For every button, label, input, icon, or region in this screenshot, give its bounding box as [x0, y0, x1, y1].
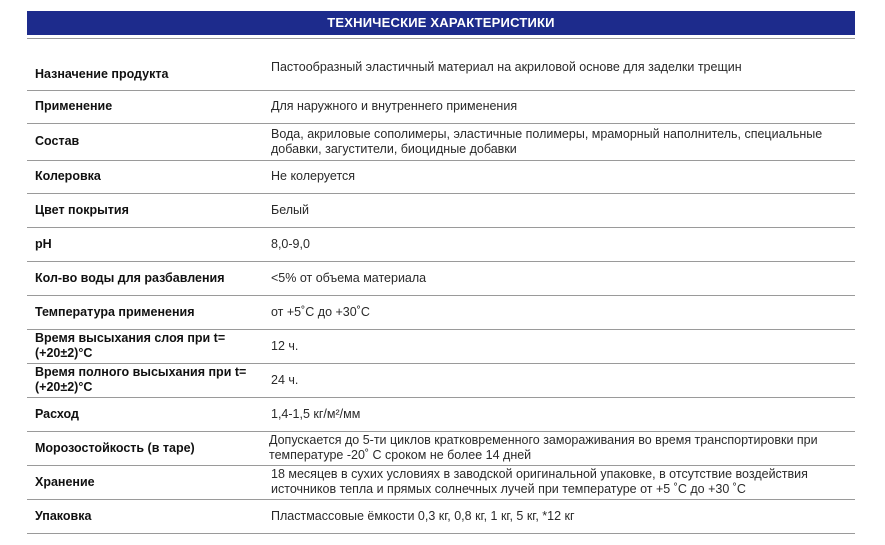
row-label: Время высыхания слоя при t=(+20±2)°C	[27, 329, 267, 363]
row-value	[267, 329, 855, 363]
table-row	[27, 123, 855, 160]
table-row	[27, 90, 855, 123]
row-value-text: 1,4-1,5 кг/м²/мм	[271, 406, 361, 421]
table-row	[27, 431, 855, 465]
specifications-table	[27, 56, 855, 534]
table-row	[27, 329, 855, 363]
row-value-text: Допускается до 5-ти циклов кратковременного замораживания во время транспортировки при температуре -20˚ С сроком не более 14 дней	[269, 433, 818, 462]
table-row	[27, 56, 855, 90]
row-value	[267, 295, 855, 329]
row-label: Цвет покрытия	[27, 193, 267, 227]
row-label: Хранение	[27, 465, 267, 499]
row-value-text: 8,0-9,0	[271, 236, 310, 251]
row-value-text: от +5˚С до +30˚С	[271, 304, 370, 319]
table-row	[27, 193, 855, 227]
row-label: Кол-во воды для разбавления	[27, 261, 267, 295]
row-label: pH	[27, 227, 267, 261]
row-value-text: Не колеруется	[271, 169, 356, 183]
row-value-text: 18 месяцев в сухих условиях в заводской оригинальной упаковке, в отсутствие воздействия источников тепла и прямых солнечных лучей при температуре от +5 ˚С до +30 ˚С	[271, 467, 808, 496]
row-value	[267, 431, 855, 465]
table-row	[27, 227, 855, 261]
row-label: Расход	[27, 397, 267, 431]
row-value	[267, 261, 855, 295]
row-value	[267, 193, 855, 227]
row-value-text: <5% от объема материала	[271, 270, 427, 285]
table-row	[27, 295, 855, 329]
row-value	[267, 397, 855, 431]
row-value	[267, 90, 855, 123]
table-row	[27, 465, 855, 499]
divider	[27, 38, 855, 39]
row-value-text: Для наружного и внутреннего применения	[271, 99, 518, 113]
section-title: ТЕХНИЧЕСКИЕ ХАРАКТЕРИСТИКИ	[27, 11, 855, 35]
row-value	[267, 56, 855, 90]
row-label: Состав	[27, 123, 267, 160]
row-label: Применение	[27, 90, 267, 123]
row-value	[267, 160, 855, 193]
row-value-text: 24 ч.	[271, 372, 299, 387]
row-value-text: 12 ч.	[271, 338, 299, 353]
row-value-text: Вода, акриловые сополимеры, эластичные полимеры, мраморный наполнитель, специальные добавки, загустители, биоцидные добавки	[271, 126, 823, 156]
row-value-text: Пластмассовые ёмкости 0,3 кг, 0,8 кг, 1 кг, 5 кг, *12 кг	[271, 508, 575, 523]
row-label: Назначение продукта	[27, 56, 267, 90]
row-label: Упаковка	[27, 499, 267, 533]
row-label: Морозостойкость (в таре)	[27, 431, 267, 465]
table-row	[27, 160, 855, 193]
row-value	[267, 227, 855, 261]
row-value	[267, 123, 855, 160]
row-label: Температура применения	[27, 295, 267, 329]
row-value	[267, 363, 855, 397]
table-row	[27, 397, 855, 431]
row-value-text: Белый	[271, 202, 310, 217]
row-value	[267, 499, 855, 533]
table-row	[27, 261, 855, 295]
table-row	[27, 363, 855, 397]
row-value	[267, 465, 855, 499]
row-label: Колеровка	[27, 160, 267, 193]
row-label: Время полного высыхания при t=(+20±2)°C	[27, 363, 267, 397]
row-value-text: Пастообразный эластичный материал на акриловой основе для заделки трещин	[271, 60, 742, 74]
table-row	[27, 499, 855, 533]
